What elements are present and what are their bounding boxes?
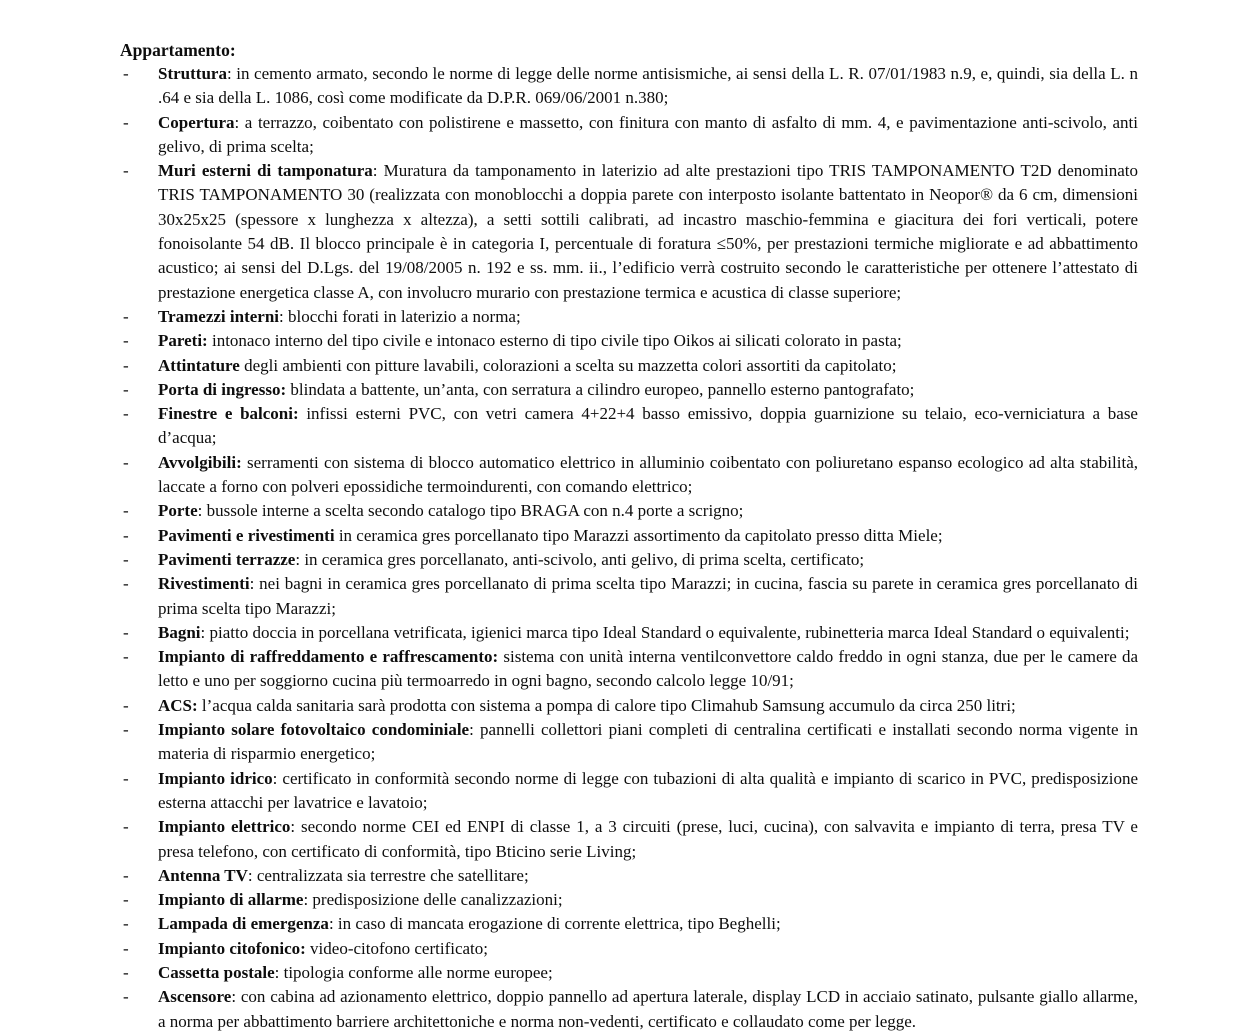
item-label: Struttura: [158, 64, 227, 83]
item-description: : in cemento armato, secondo le norme di legge delle norme antisismiche, ai sensi della L. R. 07/01/1983 n.9, e, quindi, sia della L. n .64 e sia della L. 1086, così come modificate da D.P.R. 069/06/2001 n.380;: [158, 64, 1138, 108]
list-item: [120, 718, 1138, 767]
dash-bullet: -: [123, 525, 129, 545]
item-description: : Muratura da tamponamento in laterizio ad alte prestazioni tipo TRIS TAMPONAMENTO T2D denominato TRIS TAMPONAMENTO 30 (realizzata con monoblocchi a doppia parete con interposto isolante battentato in Neopor® da 6 cm, dimensioni 30x25x25 (spessore x lunghezza x altezza), a setti sottili calibrati, ad incastro maschio-femmina e giacitura dei fori verticali, potere fonoisolante 54 dB. Il blocco principale è in categoria I, percentuale di foratura ≤50%, per prestazioni termiche migliorate e ad abbattimento acustico; ai sensi del D.Lgs. del 19/08/2005 n. 192 e ss. mm. ii., l’edificio verrà costruito secondo le caratteristiche per ottenere l’attestato di prestazione energetica classe A, con involucro murario con prestazione termica e acustica di classe superiore;: [158, 161, 1138, 302]
dash-bullet: -: [123, 501, 129, 521]
dash-bullet: -: [123, 64, 129, 83]
list-item: [120, 912, 1138, 936]
item-description: in ceramica gres porcellanato tipo Marazzi assortimento da capitolato presso ditta Miele;: [334, 525, 943, 545]
item-label: Porta di ingresso:: [158, 379, 287, 399]
item-description: : certificato in conformità secondo norme di legge con tubazioni di alta qualità e impianto di scarico in PVC, predisposizione esterna attacchi per lavatrice e lavatoio;: [158, 768, 1139, 812]
dash-bullet: -: [123, 331, 129, 351]
list-item: [120, 815, 1138, 864]
list-item: [120, 451, 1138, 500]
item-label: Pareti:: [158, 331, 208, 351]
list-item: [120, 111, 1138, 160]
list-item: [120, 888, 1138, 912]
item-description: blindata a battente, un’anta, con serratura a cilindro europeo, pannello esterno pantografato;: [286, 379, 915, 399]
item-label: Copertura: [158, 112, 235, 132]
dash-bullet: -: [123, 161, 129, 181]
dash-bullet: -: [123, 938, 129, 958]
dash-bullet: -: [123, 914, 129, 934]
item-label: ACS:: [158, 695, 198, 715]
dash-bullet: -: [123, 720, 129, 740]
item-description: : blocchi forati in laterizio a norma;: [279, 306, 521, 326]
dash-bullet: -: [123, 112, 129, 132]
item-label: Impianto solare fotovoltaico condominiale: [158, 720, 470, 740]
item-label: Muri esterni di tamponatura: [158, 161, 373, 181]
item-description: : a terrazzo, coibentato con polistirene e massetto, con finitura con manto di asfalto di mm. 4, e pavimentazione anti-scivolo, anti gelivo, di prima scelta;: [158, 112, 1138, 156]
list-item: [120, 572, 1138, 621]
list-item: [120, 524, 1138, 548]
item-label: Avvolgibili:: [158, 452, 242, 472]
item-description: intonaco interno del tipo civile e intonaco esterno di tipo civile tipo Oikos ai silicati colorato in pasta;: [207, 331, 902, 351]
list-item: [120, 499, 1138, 523]
item-description: infissi esterni PVC, con vetri camera 4+22+4 basso emissivo, doppia guarnizione su telaio, eco-verniciatura a base d’acqua;: [158, 404, 1138, 448]
list-item: [120, 645, 1138, 694]
item-description: : predisposizione delle canalizzazioni;: [303, 890, 563, 910]
list-item: [120, 402, 1138, 451]
item-label: Rivestimenti: [158, 574, 250, 594]
list-item: [120, 937, 1138, 961]
item-label: Bagni: [158, 622, 201, 642]
list-item: [120, 378, 1138, 402]
item-label: Pavimenti terrazze: [158, 549, 296, 569]
item-label: Ascensore: [158, 987, 232, 1007]
list-item: [120, 548, 1138, 572]
item-label: Impianto di allarme: [158, 890, 304, 910]
item-description: : con cabina ad azionamento elettrico, doppio pannello ad apertura laterale, display LCD in acciaio satinato, pulsante giallo allarme, a norma per abbattimento barriere architettoniche e norma non-vedenti, certificato e collaudato come per legge.: [158, 987, 1138, 1031]
list-item: [120, 961, 1138, 985]
list-item: [120, 354, 1138, 378]
dash-bullet: -: [123, 379, 129, 399]
dash-bullet: -: [123, 865, 129, 885]
dash-bullet: -: [123, 768, 129, 788]
spec-list: [120, 62, 1138, 1034]
item-description: : centralizzata sia terrestre che satellitare;: [247, 865, 529, 885]
list-item: [120, 305, 1138, 329]
item-description: sistema con unità interna ventilconvettore caldo freddo in ogni stanza, due per le camere da letto e uno per soggiorno cucina più termoarredo in ogni bagno, secondo calcolo legge 10/91;: [158, 647, 1138, 691]
item-label: Impianto elettrico: [158, 817, 291, 837]
item-label: Lampada di emergenza: [158, 914, 329, 934]
item-label: Impianto citofonico:: [158, 938, 306, 958]
item-description: : in ceramica gres porcellanato, anti-scivolo, anti gelivo, di prima scelta, certificato;: [295, 549, 865, 569]
item-description: serramenti con sistema di blocco automatico elettrico in alluminio coibentato con poliuretano espanso ecologico ad alta stabilità, laccate a forno con polveri epossidiche termoindurenti, con comando elettrico;: [158, 452, 1138, 497]
dash-bullet: -: [123, 574, 129, 594]
item-description: degli ambienti con pitture lavabili, colorazioni a scelta su mazzetta colori assortiti da capitolato;: [239, 355, 897, 375]
item-label: Pavimenti e rivestimenti: [158, 525, 335, 545]
dash-bullet: -: [123, 404, 129, 424]
item-description: l’acqua calda sanitaria sarà prodotta con sistema a pompa di calore tipo Climahub Samsung accumulo da circa 250 litri;: [197, 695, 1016, 715]
item-description: video-citofono certificato;: [305, 938, 488, 958]
item-description: : secondo norme CEI ed ENPI di classe 1, a 3 circuiti (prese, luci, cucina), con salvavita e impianto di terra, presa TV e presa telefono, con certificato di conformità, tipo Bticino serie Living;: [158, 817, 1138, 861]
dash-bullet: -: [123, 306, 129, 326]
item-description: : in caso di mancata erogazione di corrente elettrica, tipo Beghelli;: [328, 914, 781, 934]
item-description: : nei bagni in ceramica gres porcellanato di prima scelta tipo Marazzi; in cucina, fascia su parete in ceramica gres porcellanato di prima scelta tipo Marazzi;: [158, 574, 1138, 618]
page-title: Appartamento:: [120, 40, 236, 60]
item-description: : tipologia conforme alle norme europee;: [274, 962, 553, 982]
item-label: Porte: [158, 501, 198, 521]
list-item: [120, 864, 1138, 888]
item-description: : pannelli collettori piani completi di centralina certificati e installati secondo norma vigente in materia di risparmio energetico;: [158, 720, 1139, 764]
item-label: Cassetta postale: [158, 962, 275, 982]
dash-bullet: -: [123, 549, 129, 569]
item-label: Attintature: [158, 355, 240, 375]
dash-bullet: -: [123, 962, 129, 982]
item-label: Impianto idrico: [158, 768, 273, 788]
item-label: Tramezzi interni: [158, 306, 280, 326]
dash-bullet: -: [123, 622, 129, 642]
list-item: [120, 767, 1138, 816]
dash-bullet: -: [123, 890, 129, 910]
item-description: : piatto doccia in porcellana vetrificata, igienici marca tipo Ideal Standard o equivalente, rubinetteria marca Ideal Standard o equivalenti;: [200, 622, 1130, 642]
list-item: [120, 62, 1138, 111]
dash-bullet: -: [123, 695, 129, 715]
list-item: [120, 159, 1138, 305]
item-description: : bussole interne a scelta secondo catalogo tipo BRAGA con n.4 porte a scrigno;: [197, 501, 744, 521]
dash-bullet: -: [123, 647, 129, 667]
item-label: Finestre e balconi:: [158, 404, 299, 424]
list-item: [120, 985, 1138, 1034]
item-label: Impianto di raffreddamento e raffrescamento:: [158, 647, 499, 667]
item-label: Antenna TV: [158, 865, 248, 885]
dash-bullet: -: [123, 452, 129, 472]
dash-bullet: -: [123, 987, 129, 1007]
list-item: [120, 621, 1138, 645]
list-item: [120, 329, 1138, 353]
dash-bullet: -: [123, 355, 129, 375]
list-item: [120, 694, 1138, 718]
dash-bullet: -: [123, 817, 129, 837]
